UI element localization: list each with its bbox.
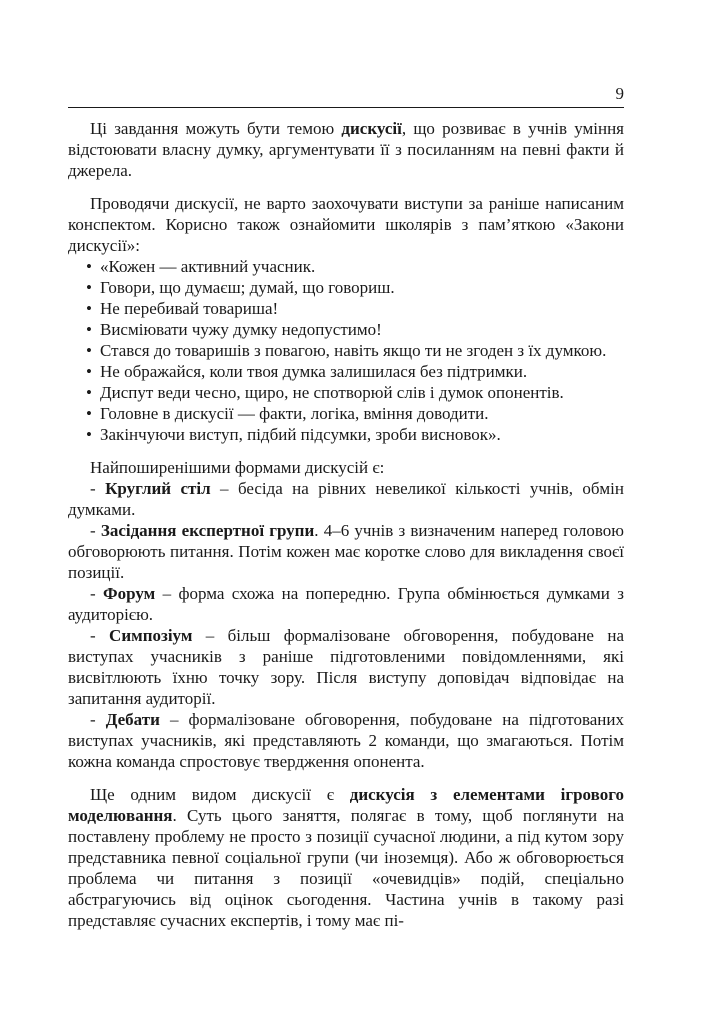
list-item [86,298,624,319]
dash: - [90,626,110,645]
list-item [86,424,624,445]
list-item [86,361,624,382]
list-item [86,319,624,340]
form-symposium [68,625,624,709]
form-term: Форум [103,584,156,603]
bullet-icon: • [86,404,92,423]
dash: - [90,584,104,603]
forms-intro: Найпоширенішими формами дискусій є: [90,458,385,477]
rule-text: Висміювати чужу думку недопустимо! [100,320,382,339]
list-item [86,277,624,298]
form-description: – форма схожа на попередню. Група обмінюється думками з аудиторією. [68,584,624,624]
form-expert-group [68,520,624,583]
dash: - [90,710,106,729]
bullet-icon: • [86,320,92,339]
dash: - [90,479,106,498]
rule-text: Не перебивай товариша! [100,299,279,318]
form-description: – бесіда на рівних невеликої кількості учнів, обмін думками. [68,479,624,519]
bullet-icon: • [86,299,92,318]
form-forum [68,583,624,625]
paragraph-memo-intro: Проводячи дискусії, не варто заохочувати виступи за раніше написаним конспектом. Корисно також ознайомити школярів з пам’яткою «Закони дискусії»: [68,194,624,255]
text-run: , що розвиває в учнів уміння відстоювати власну думку, аргументувати її з посиланням на певні факти й джерела. [68,119,624,180]
rule-text: Не ображайся, коли твоя думка залишилася без підтримки. [100,362,528,381]
list-item [86,256,624,277]
dash: - [90,521,101,540]
rule-text: Закінчуючи виступ, підбий підсумки, зроби висновок». [100,425,501,444]
bullet-icon: • [86,425,92,444]
bullet-icon: • [86,341,92,360]
list-item [86,403,624,424]
form-debates [68,709,624,772]
page-content [68,118,624,943]
text-run: Ці завдання можуть бути темою [90,119,342,138]
form-description: – формалізоване обговорення, побудоване на підготованих виступах учасників, які представляють 2 команди, що змагаються. Потім кожна команда спростовує твердження опонента. [68,710,624,771]
bullet-icon: • [86,257,92,276]
text-run: . Суть цього заняття, полягає в тому, щоб поглянути на поставлену проблему не просто з позиції сучасної людини, а під кутом зору представника певної соціальної групи (чи іноземця). Або ж обговорюється проблема чи питання з позиції «очевидців» подій, спеціально абстрагуючись від оцінок сьогодення. Частина учнів в такому разі представляє сучасних експертів, і тому має пі- [68,806,624,930]
paragraph-discussion-intro [68,118,624,181]
discussion-rules-list [68,256,624,445]
form-round-table [68,478,624,520]
bullet-icon: • [86,362,92,381]
form-description: – більш формалізоване обговорення, побудоване на виступах учасників з раніше підготовленими повідомленнями, які висвітлюють їхню точку зору. Після виступу доповідач відповідає на запитання аудиторії. [68,626,624,708]
paragraph-game-modeling [68,784,624,931]
rule-text: «Кожен — активний учасник. [100,257,316,276]
text-run: Ще одним видом дискусії є [90,785,350,804]
bullet-icon: • [86,278,92,297]
page-number: 9 [615,84,624,103]
list-item [86,340,624,361]
list-item [86,382,624,403]
form-term: Симпозіум [109,626,193,645]
bullet-icon: • [86,383,92,402]
header-rule [68,107,624,108]
form-term: Дебати [105,710,160,729]
discussion-forms [68,457,624,772]
form-term: Засідання експертної групи [100,521,315,540]
rule-text: Диспут веди чесно, щиро, не спотворюй слів і думок опонентів. [100,383,564,402]
rule-text: Головне в дискусії — факти, логіка, вміння доводити. [100,404,489,423]
bold-term: дискусія з елементами ігрового моделювання [68,785,624,825]
form-term: Круглий стіл [105,479,211,498]
rule-text: Говори, що думаєш; думай, що говориш. [100,278,395,297]
rule-text: Стався до товаришів з повагою, навіть якщо ти не згоден з їх думкою. [100,341,607,360]
form-description: . 4–6 учнів з визначеним наперед головою обговорюють питання. Потім кожен має коротке слово для викладення своєї позиції. [68,521,624,582]
bold-term: дискусії [341,119,402,138]
